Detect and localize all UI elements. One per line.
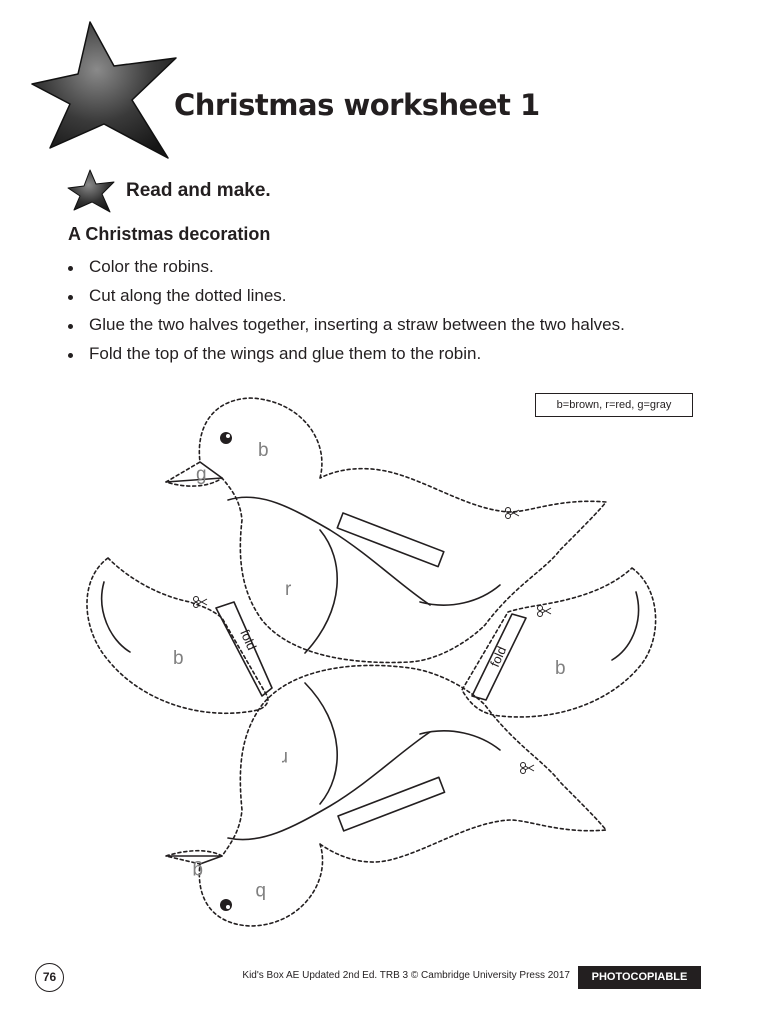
left-wing-feather-line [102,582,130,652]
list-item: Cut along the dotted lines. [68,286,758,315]
list-item: Glue the two halves together, inserting a straw between the two halves. [68,315,758,344]
list-item: Fold the top of the wings and glue them to the robin. [68,344,758,373]
right-wing-feather-line [612,592,639,660]
color-legend: b=brown, r=red, g=gray [535,393,693,417]
top-robin-breast-line [305,530,337,653]
instruction-list [68,257,758,373]
top-robin-eye [220,432,232,444]
section-subtitle: A Christmas decoration [68,224,271,244]
star-icon [66,168,116,214]
star-icon [28,18,180,164]
bottom-robin-belly-line [420,731,500,750]
scissors-icon [194,597,208,608]
color-label-top-beak: g [196,464,207,485]
copyright-credit: Kid's Box AE Updated 2nd Ed. TRB 3 © Cambridge University Press 2017 [242,970,570,981]
left-wing-fold-line [216,602,272,696]
bottom-robin-breast-line [228,732,430,840]
color-label-bottom-beak: g [192,860,203,881]
right-wing-cut-line [462,568,656,717]
fold-label-right: fold [487,643,510,670]
color-label-right-wing: b [555,658,566,679]
page-title: Christmas worksheet 1 [174,88,540,122]
page-number: 76 [35,963,64,992]
photocopiable-badge: PHOTOCOPIABLE [578,966,701,989]
color-label-bottom-head: b [255,881,266,902]
scissors-icon [506,508,520,519]
straw-slot [338,777,445,831]
robin-craft-illustration [0,370,768,960]
scissors-icon [538,606,552,617]
top-robin-belly-line [420,585,500,605]
color-label-top-head: b [258,440,269,461]
bottom-robin-eye [220,899,232,911]
instruction-heading: Read and make. [126,180,271,201]
color-label-left-wing: b [173,648,184,669]
color-label-bottom-breast: r [281,747,288,768]
fold-label-left: fold [237,627,260,653]
list-item: Color the robins. [68,257,758,286]
color-label-top-breast: r [285,579,292,600]
scissors-icon [521,763,535,774]
straw-slot [337,513,444,567]
bottom-robin-cut-line [166,665,606,926]
bottom-robin-breast-line [305,683,337,804]
